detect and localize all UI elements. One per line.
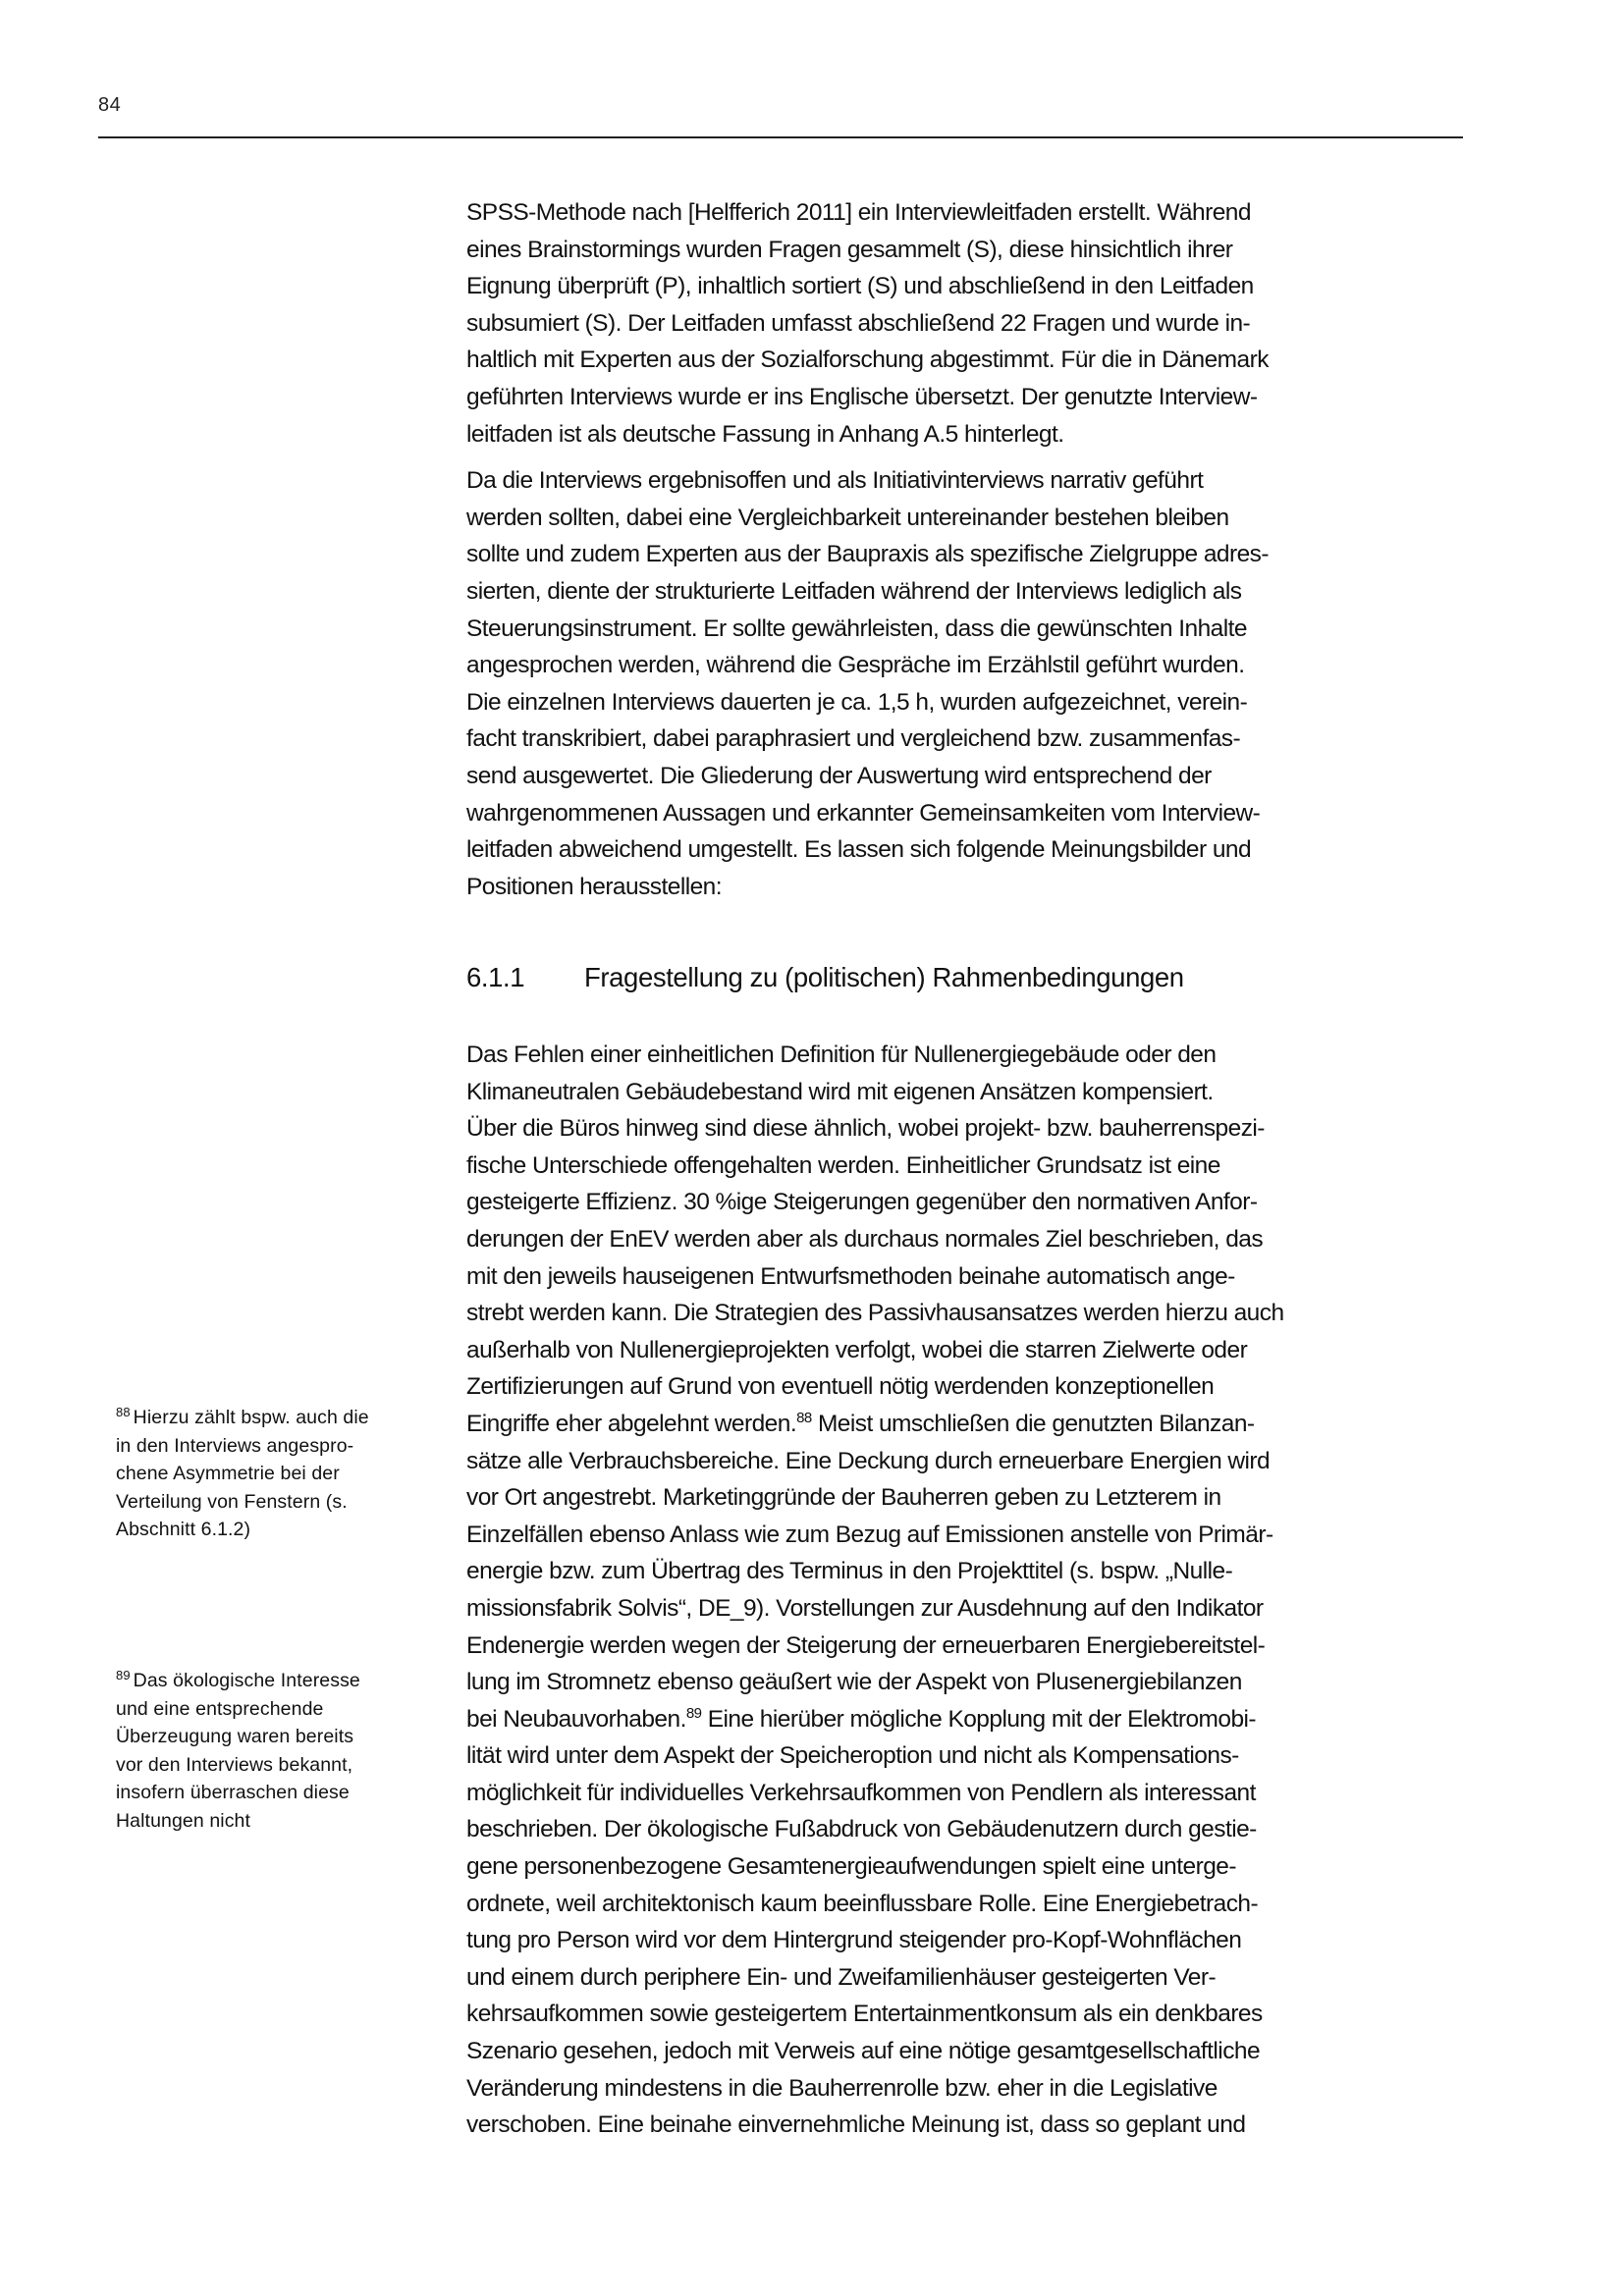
page-number: 84 bbox=[98, 94, 122, 116]
sidenote-line: Überzeugung waren bereits bbox=[116, 1726, 354, 1748]
text-line: wahrgenommenen Aussagen und erkannter Gemeinsamkeiten vom Interview- bbox=[466, 799, 1261, 827]
text-fragment: Eine hierüber mögliche Kopplung mit der Elektromobi- bbox=[701, 1705, 1257, 1733]
text-fragment: bei Neubauvorhaben. bbox=[466, 1705, 686, 1733]
text-fragment: Meist umschließen die genutzten Bilanzan- bbox=[811, 1410, 1255, 1437]
text-line: Szenario gesehen, jedoch mit Verweis auf eine nötige gesamtgesellschaftliche bbox=[466, 2038, 1261, 2065]
sidenote-number: 88 bbox=[116, 1404, 131, 1419]
text-line: subsumiert (S). Der Leitfaden umfasst abschließend 22 Fragen und wurde in- bbox=[466, 309, 1251, 337]
text-line: sierten, diente der strukturierte Leitfaden während der Interviews lediglich als bbox=[466, 577, 1242, 605]
text-line: geführten Interviews wurde er ins Englische übersetzt. Der genutzte Interview- bbox=[466, 383, 1258, 410]
sidenote-line: Haltungen nicht bbox=[116, 1809, 251, 1832]
sidenote-line: und eine entsprechende bbox=[116, 1697, 324, 1720]
text-line: Über die Büros hinweg sind diese ähnlich, wobei projekt- bzw. bauherrenspezi- bbox=[466, 1115, 1265, 1143]
sidenote-line: insofern überraschen diese bbox=[116, 1782, 350, 1804]
section-heading bbox=[466, 962, 1184, 993]
section-number: 6.1.1 bbox=[466, 962, 525, 992]
text-line: leitfaden abweichend umgestellt. Es lassen sich folgende Meinungsbilder und bbox=[466, 836, 1252, 864]
text-line: mit den jeweils hauseigenen Entwurfsmethoden beinahe automatisch ange- bbox=[466, 1262, 1235, 1290]
text-line: facht transkribiert, dabei paraphrasiert und vergleichend bzw. zusammenfas- bbox=[466, 725, 1241, 753]
paragraph bbox=[466, 194, 1468, 453]
paragraph bbox=[466, 462, 1468, 905]
sidenote-line: vor den Interviews bekannt, bbox=[116, 1753, 353, 1776]
text-line: gene personenbezogene Gesamtenergieaufwendungen spielt eine unterge- bbox=[466, 1853, 1236, 1881]
paragraph bbox=[466, 1037, 1468, 2144]
text-line: Eignung überprüft (P), inhaltlich sortiert (S) und abschließend in den Leitfaden bbox=[466, 273, 1254, 300]
sidenote-text: Das ökologische Interesse bbox=[133, 1670, 360, 1691]
text-fragment: Eingriffe eher abgelehnt werden. bbox=[466, 1410, 797, 1437]
sidenote-88 bbox=[116, 1404, 430, 1544]
section-title: Fragestellung zu (politischen) Rahmenbedingungen bbox=[584, 962, 1184, 992]
text-line: möglichkeit für individuelles Verkehrsaufkommen von Pendlern als interessant bbox=[466, 1779, 1256, 1806]
text-line: send ausgewertet. Die Gliederung der Auswertung wird entsprechend der bbox=[466, 762, 1212, 789]
text-line: haltlich mit Experten aus der Sozialforschung abgestimmt. Für die in Dänemark bbox=[466, 347, 1269, 374]
sidenote-line: chene Asymmetrie bei der bbox=[116, 1463, 340, 1485]
footnote-ref-88[interactable]: 88 bbox=[796, 1409, 812, 1426]
text-line: lität wird unter dem Aspekt der Speicheroption und nicht als Kompensations- bbox=[466, 1742, 1239, 1770]
text-line: derungen der EnEV werden aber als durchaus normales Ziel beschrieben, das bbox=[466, 1225, 1264, 1253]
text-line: Zertifizierungen auf Grund von eventuell nötig werdenden konzeptionellen bbox=[466, 1373, 1215, 1401]
text-line: Steuerungsinstrument. Er sollte gewährleisten, dass die gewünschten Inhalte bbox=[466, 614, 1247, 642]
text-line: sätze alle Verbrauchsbereiche. Eine Deckung durch erneuerbare Energien wird bbox=[466, 1447, 1271, 1474]
section-body bbox=[466, 1037, 1468, 2144]
text-line: Klimaneutralen Gebäudebestand wird mit eigenen Ansätzen kompensiert. bbox=[466, 1078, 1214, 1105]
text-line: Das Fehlen einer einheitlichen Definition für Nullenergiegebäude oder den bbox=[466, 1041, 1217, 1068]
text-line: vor Ort angestrebt. Marketinggründe der Bauherren geben zu Letzterem in bbox=[466, 1484, 1221, 1512]
sidenote-line: Abschnitt 6.1.2) bbox=[116, 1519, 251, 1541]
text-line: Die einzelnen Interviews dauerten je ca. 1,5 h, wurden aufgezeichnet, verein- bbox=[466, 688, 1248, 716]
text-line: ordnete, weil architektonisch kaum beeinflussbare Rolle. Eine Energiebetrach- bbox=[466, 1890, 1259, 1917]
text-line: außerhalb von Nullenergieprojekten verfolgt, wobei die starren Zielwerte oder bbox=[466, 1336, 1248, 1363]
text-line: SPSS-Methode nach [Helfferich 2011] ein Interviewleitfaden erstellt. Während bbox=[466, 199, 1251, 226]
text-line: strebt werden kann. Die Strategien des Passivhausansatzes werden hierzu auch bbox=[466, 1300, 1284, 1327]
text-line: lung im Stromnetz ebenso geäußert wie der Aspekt von Plusenergiebilanzen bbox=[466, 1669, 1242, 1696]
text-line: angesprochen werden, während die Gespräche im Erzählstil geführt wurden. bbox=[466, 652, 1245, 679]
text-line: Da die Interviews ergebnisoffen und als Initiativinterviews narrativ geführt bbox=[466, 467, 1204, 495]
text-line: werden sollten, dabei eine Vergleichbarkeit untereinander bestehen bleiben bbox=[466, 504, 1229, 531]
text-line: fische Unterschiede offengehalten werden. Einheitlicher Grundsatz ist eine bbox=[466, 1151, 1220, 1179]
text-line: eines Brainstormings wurden Fragen gesammelt (S), diese hinsichtlich ihrer bbox=[466, 236, 1233, 263]
header-rule bbox=[98, 136, 1463, 138]
footnote-ref-89[interactable]: 89 bbox=[685, 1704, 702, 1722]
text-line: energie bzw. zum Übertrag des Terminus in den Projekttitel (s. bspw. „Nulle- bbox=[466, 1558, 1233, 1585]
text-line: Einzelfällen ebenso Anlass wie zum Bezug auf Emissionen anstelle von Primär- bbox=[466, 1521, 1273, 1548]
text-line: sollte und zudem Experten aus der Baupraxis als spezifische Zielgruppe adres- bbox=[466, 541, 1269, 568]
sidenote-line bbox=[116, 1667, 430, 1695]
text-line: Endenergie werden wegen der Steigerung der erneuerbaren Energiebereitstel- bbox=[466, 1631, 1266, 1659]
text-line: tung pro Person wird vor dem Hintergrund steigender pro-Kopf-Wohnflächen bbox=[466, 1927, 1242, 1954]
text-line: beschrieben. Der ökologische Fußabdruck von Gebäudenutzern durch gestie- bbox=[466, 1816, 1257, 1843]
text-line bbox=[466, 1701, 1468, 1738]
text-line: Positionen herausstellen: bbox=[466, 873, 723, 900]
sidenote-line bbox=[116, 1404, 430, 1432]
text-line: leitfaden ist als deutsche Fassung in Anhang A.5 hinterlegt. bbox=[466, 420, 1064, 448]
text-line: und einem durch periphere Ein- und Zweifamilienhäuser gesteigerten Ver- bbox=[466, 1963, 1217, 1991]
text-line: kehrsaufkommen sowie gesteigertem Entertainmentkonsum als ein denkbares bbox=[466, 2001, 1263, 2028]
sidenote-89 bbox=[116, 1667, 430, 1836]
sidenote-line: in den Interviews angespro- bbox=[116, 1434, 354, 1457]
text-line: gesteigerte Effizienz. 30 %ige Steigerungen gegenüber den normativen Anfor- bbox=[466, 1189, 1258, 1216]
sidenote-line: Verteilung von Fenstern (s. bbox=[116, 1490, 348, 1513]
text-line: missionsfabrik Solvis“, DE_9). Vorstellungen zur Ausdehnung auf den Indikator bbox=[466, 1594, 1264, 1622]
sidenote-text: Hierzu zählt bspw. auch die bbox=[133, 1407, 369, 1428]
text-line: Veränderung mindestens in die Bauherrenrolle bzw. eher in die Legislative bbox=[466, 2074, 1218, 2102]
text-line bbox=[466, 1406, 1468, 1443]
intro-text bbox=[466, 194, 1468, 905]
sidenote-number: 89 bbox=[116, 1667, 131, 1682]
text-line: verschoben. Eine beinahe einvernehmliche Meinung ist, dass so geplant und bbox=[466, 2111, 1246, 2139]
